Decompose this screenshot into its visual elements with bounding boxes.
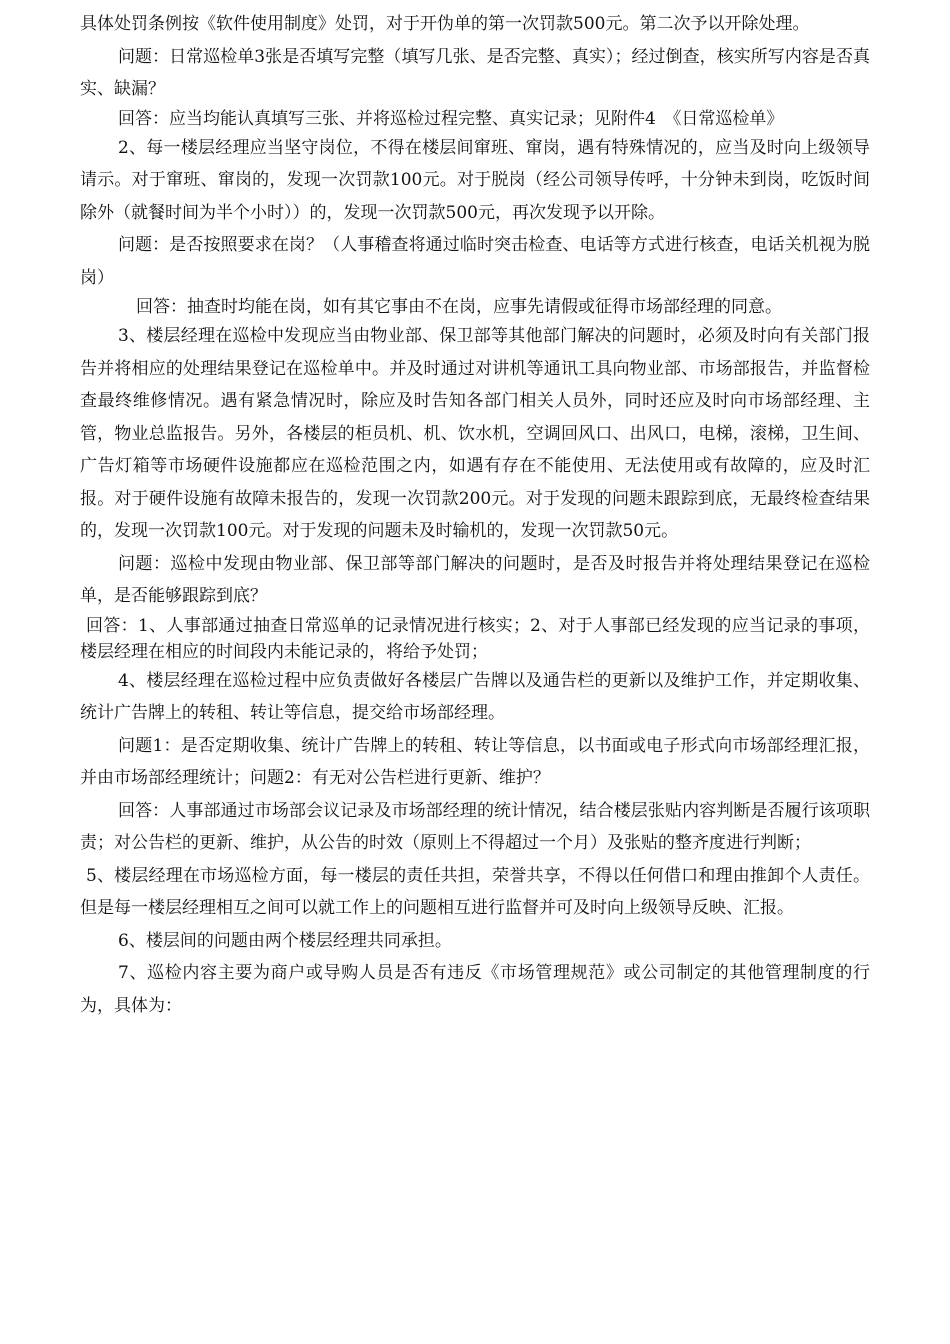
rule-3-report-issues: 3、楼层经理在巡检中发现应当由物业部、保卫部等其他部门解决的问题时，必须及时向有关部门报告并将相应的处理结果登记在巡检单中。并及时通过对讲机等通讯工具向物业部、市场部报告，并监督检查最终维修情况。遇有紧急情况时，除应及时告知各部门相关人员外，同时还应及时向市场部经理、主管，物业总监报告。另外，各楼层的柜员机、机、饮水机，空调回风口、出风口，电梯，滚梯，卫生间、广告灯箱等市场硬件设施都应在巡检范围之内，如遇有存在不能使用、无法使用或有故障的，应及时汇报。对于硬件设施有故障未报告的，发现一次罚款200元。对于发现的问题未跟踪到底，无最终检查结果的，发现一次罚款100元。对于发现的问题未及时输机的，发现一次罚款50元。: [80, 326, 870, 541]
rule-4-billboards: 4、楼层经理在巡检过程中应负责做好各楼层广告牌以及通告栏的更新以及维护工作，并定期收集、统计广告牌上的转租、转让等信息，提交给市场部经理。: [80, 670, 870, 723]
rule-7-inspection-content: 7、巡检内容主要为商户或导购人员是否有违反《市场管理规范》或公司制定的其他管理制度的行为，具体为：: [80, 963, 870, 1016]
answer-daily-inspection: 回答：应当均能认真填写三张、并将巡检过程完整、真实记录；见附件4 《日常巡检单》: [118, 108, 784, 129]
rule-2-stay-on-post: 2、每一楼层经理应当坚守岗位，不得在楼层间窜班、窜岗，遇有特殊情况的，应当及时向上级领导请示。对于窜班、窜岗的，发现一次罚款100元。对于脱岗（经公司领导传呼，十分钟未到岗，吃饭时间除外（就餐时间为半个小时））的，发现一次罚款500元，再次发现予以开除。: [80, 137, 870, 223]
rule-6-cross-floor-issues: 6、楼层间的问题由两个楼层经理共同承担。: [118, 930, 452, 951]
question-daily-inspection: 问题：日常巡检单3张是否填写完整（填写几张、是否完整、真实）；经过倒查，核实所写内容是否真实、缺漏？: [80, 46, 870, 99]
question-on-post: 问题：是否按照要求在岗？（人事稽查将通过临时突击检查、电话等方式进行核查，电话关机视为脱岗）: [80, 235, 870, 288]
rule-5-shared-responsibility: 5、楼层经理在市场巡检方面，每一楼层的责任共担，荣誉共享，不得以任何借口和理由推卸个人责任。但是每一楼层经理相互之间可以就工作上的问题相互进行监督并可及时向上级领导反映、汇报。: [80, 865, 870, 918]
question-report-issues: 问题：巡检中发现由物业部、保卫部等部门解决的问题时，是否及时报告并将处理结果登记在巡检单，是否能够跟踪到底？: [80, 553, 870, 606]
paragraph-penalty-intro: 具体处罚条例按《软件使用制度》处罚，对于开伪单的第一次罚款500元。第二次予以开除处理。: [80, 14, 810, 34]
question-billboards: 问题1：是否定期收集、统计广告牌上的转租、转让等信息，以书面或电子形式向市场部经理汇报，并由市场部经理统计；问题2：有无对公告栏进行更新、维护？: [80, 735, 870, 788]
answer-billboards: 回答：人事部通过市场部会议记录及市场部经理的统计情况，结合楼层张贴内容判断是否履行该项职责；对公告栏的更新、维护，从公告的时效（原则上不得超过一个月）及张贴的整齐度进行判断；: [80, 800, 870, 853]
answer-on-post: 回答：抽查时均能在岗，如有其它事由不在岗，应事先请假或征得市场部经理的同意。: [136, 297, 782, 317]
answer-report-issues: 回答：1、人事部通过抽查日常巡单的记录情况进行核实；2、对于人事部已经发现的应当记录的事项，楼层经理在相应的时间段内未能记录的，将给予处罚；: [80, 615, 870, 662]
